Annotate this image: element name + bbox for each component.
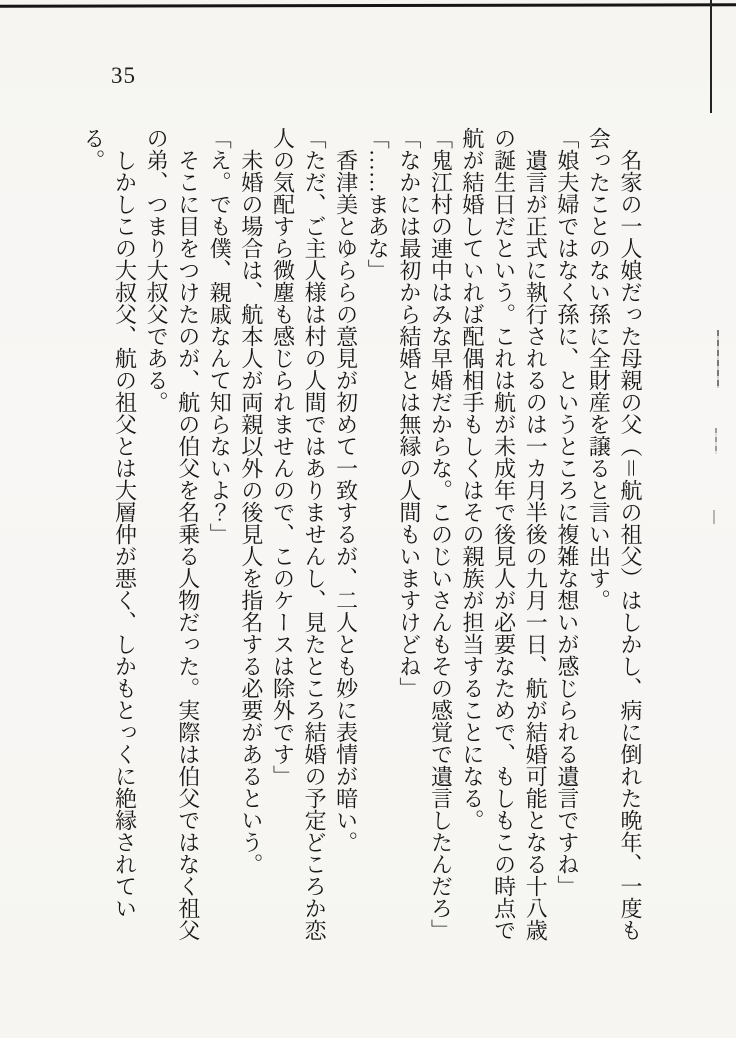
scan-artifact-right-dash bbox=[713, 510, 715, 524]
scan-artifact-top-line bbox=[0, 3, 736, 8]
paragraph-dialogue: 「……まあな」 bbox=[365, 127, 391, 281]
paragraph-dialogue: 「え。でも僕、親戚なんて知らないよ？」 bbox=[207, 127, 233, 545]
paragraph-narrative: 香津美とゆららの意見が初めて一致するが、二人とも妙に表情が暗い。 bbox=[333, 149, 359, 853]
scan-artifact-right-dash bbox=[715, 428, 717, 454]
paragraph-narrative: そこに目をつけたのが、航の伯父を名乗る人物だった。実際は伯父ではなく祖父の弟、つまり大叔父である。 bbox=[144, 127, 201, 941]
paragraph-narrative: しかしこの大叔父、航の祖父とは大層仲が悪く、しかもとっくに絶縁されている。 bbox=[80, 127, 138, 919]
paragraph-narrative: 名家の一人娘だった母親の父（＝航の祖父）はしかし、病に倒れた晩年、一度も会ったことのない孫に全財産を譲ると言い出す。 bbox=[586, 127, 643, 942]
paragraph-dialogue: 「鬼江村の連中はみな早婚だからな。このじいさんもその感覚で遺言したんだろ」 bbox=[428, 127, 454, 941]
body-text-block bbox=[77, 127, 646, 960]
scan-artifact-right-dash bbox=[717, 330, 719, 388]
paragraph-dialogue: 「娘夫婦ではなく孫に、というところに複雑な想いが感じられる遺言ですね」 bbox=[554, 127, 580, 897]
paragraph-narrative: 遺言が正式に執行されるのは一カ月半後の九月一日、航が結婚可能となる十八歳の誕生日だという。これは航が未成年で後見人が必要なためで、もしもこの時点で航が結婚していれば配偶相手もしくはその親族が担当することになる。 bbox=[460, 127, 549, 941]
paragraph-narrative: 未婚の場合は、航本人が両親以外の後見人を指名する必要があるという。 bbox=[238, 149, 264, 875]
paragraph-dialogue: 「なかには最初から結婚とは無縁の人間もいますけどね」 bbox=[396, 127, 422, 699]
scan-artifact-right-edge-line bbox=[710, 0, 712, 113]
paragraph-dialogue: 「ただ、ご主人様は村の人間ではありませんし、見たところ結婚の予定どころか恋人の気配すら微塵も感じられませんので、このケースは除外です」 bbox=[270, 127, 328, 941]
page-number: 35 bbox=[111, 63, 136, 88]
